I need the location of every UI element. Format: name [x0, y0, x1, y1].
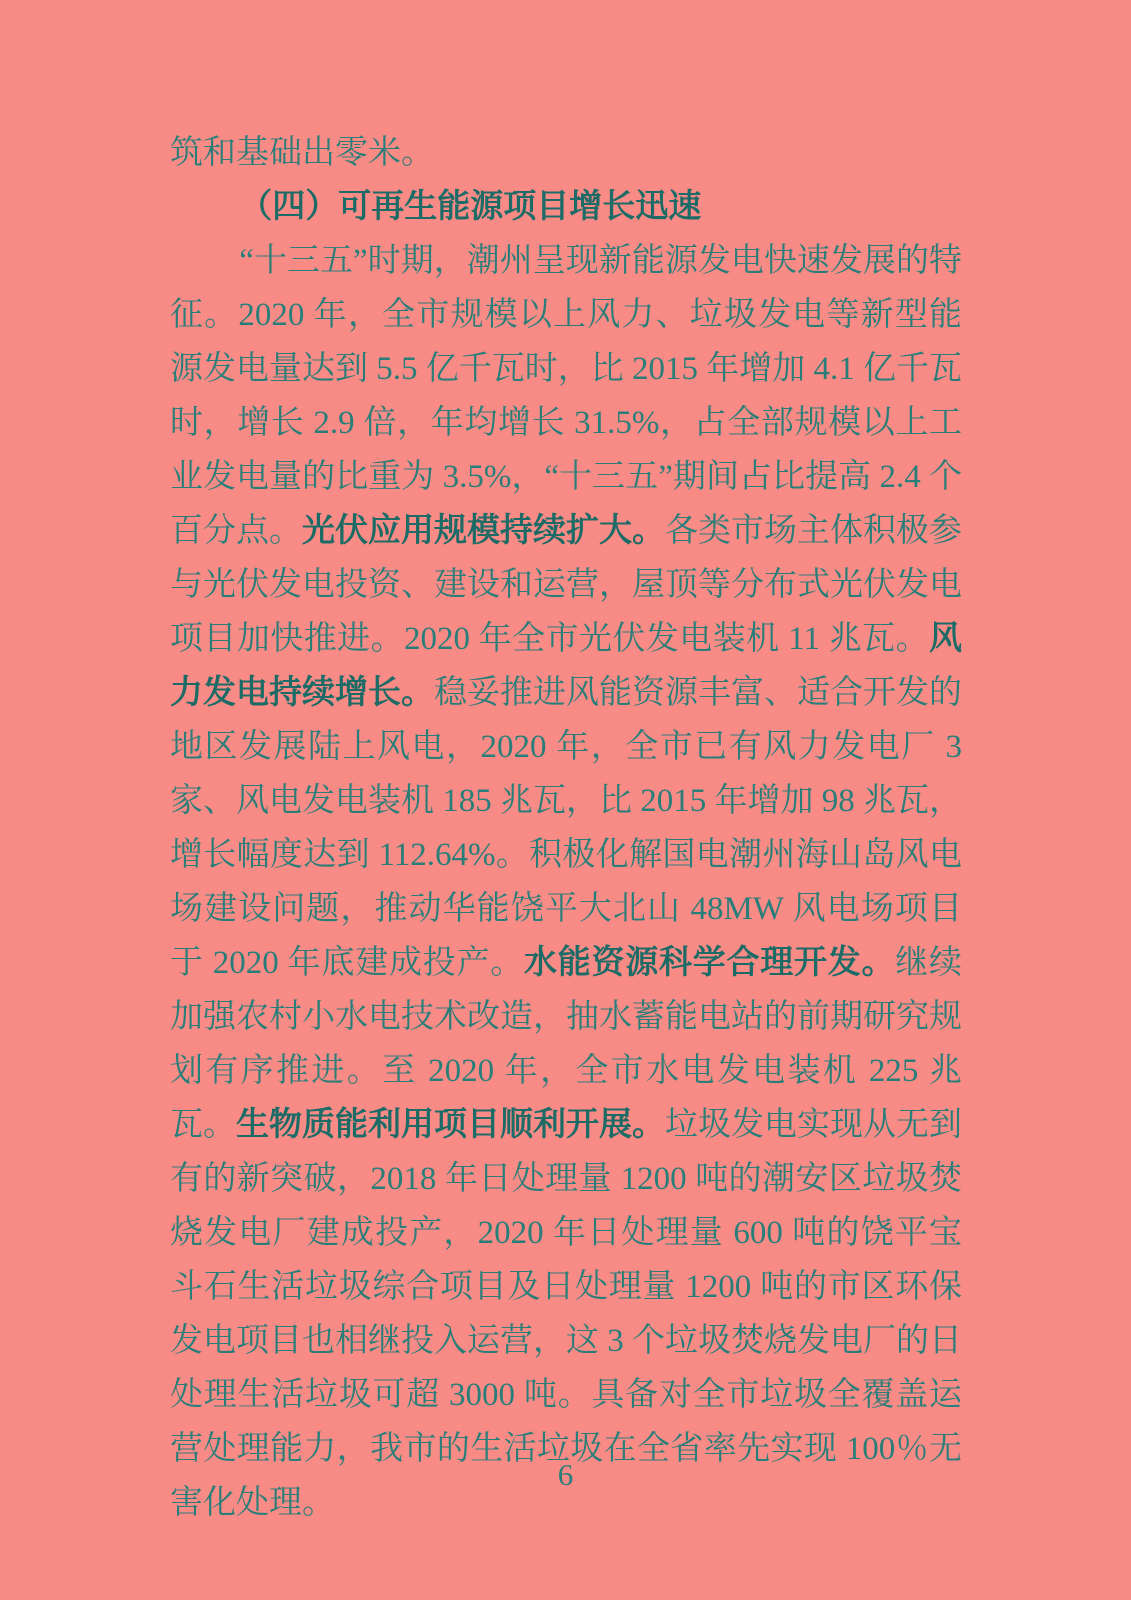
bold-text-run: 风力发电持续增长。	[170, 621, 962, 711]
bold-text-run: （四）可再生能源项目增长迅速	[239, 189, 702, 225]
text-run: 稳妥推进风能资源丰富、适合开发的地区发展陆上风电，2020 年，全市已有风力发电厂 3 家、风电发电装机 185 兆瓦，比 2015 年增加 98 兆瓦，增长幅度达到 112.64%。积极化解国电潮州海山岛风电场建设问题，推动华能饶平大北山 48MW 风电场项目于 2020 年底建成投产。	[170, 675, 962, 981]
section-heading	[170, 180, 962, 234]
text-run: 筑和基础出零米。	[170, 135, 434, 171]
text-run: 各类市场主体积极参与光伏发电投资、建设和运营，屋顶等分布式光伏发电项目加快推进。2020 年全市光伏发电装机 11 兆瓦。	[170, 513, 962, 657]
bold-text-run: 光伏应用规模持续扩大。	[302, 513, 665, 549]
paragraph	[170, 234, 962, 1530]
paragraph	[170, 126, 962, 180]
document-body	[170, 126, 962, 1530]
text-run: 垃圾发电实现从无到有的新突破，2018 年日处理量 1200 吨的潮安区垃圾焚烧发电厂建成投产，2020 年日处理量 600 吨的饶平宝斗石生活垃圾综合项目及日处理量 1200 吨的市区环保发电项目也相继投入运营，这 3 个垃圾焚烧发电厂的日处理生活垃圾可超 3000 吨。具备对全市垃圾全覆盖运营处理能力，我市的生活垃圾在全省率先实现 100％无害化处理。	[170, 1107, 962, 1521]
text-run: “十三五”时期，潮州呈现新能源发电快速发展的特征。2020 年，全市规模以上风力、垃圾发电等新型能源发电量达到 5.5 亿千瓦时，比 2015 年增加 4.1 亿千瓦时，增长 2.9 倍，年均增长 31.5%，占全部规模以上工业发电量的比重为 3.5%，“十三五”期间占比提高 2.4 个百分点。	[170, 243, 962, 549]
text-run: 继续加强农村小水电技术改造，抽水蓄能电站的前期研究规划有序推进。至 2020 年，全市水电发电装机 225 兆瓦。	[170, 945, 962, 1143]
bold-text-run: 生物质能利用项目顺利开展。	[236, 1107, 665, 1143]
bold-text-run: 水能资源科学合理开发。	[524, 945, 896, 981]
page-number: 6	[557, 1457, 574, 1492]
